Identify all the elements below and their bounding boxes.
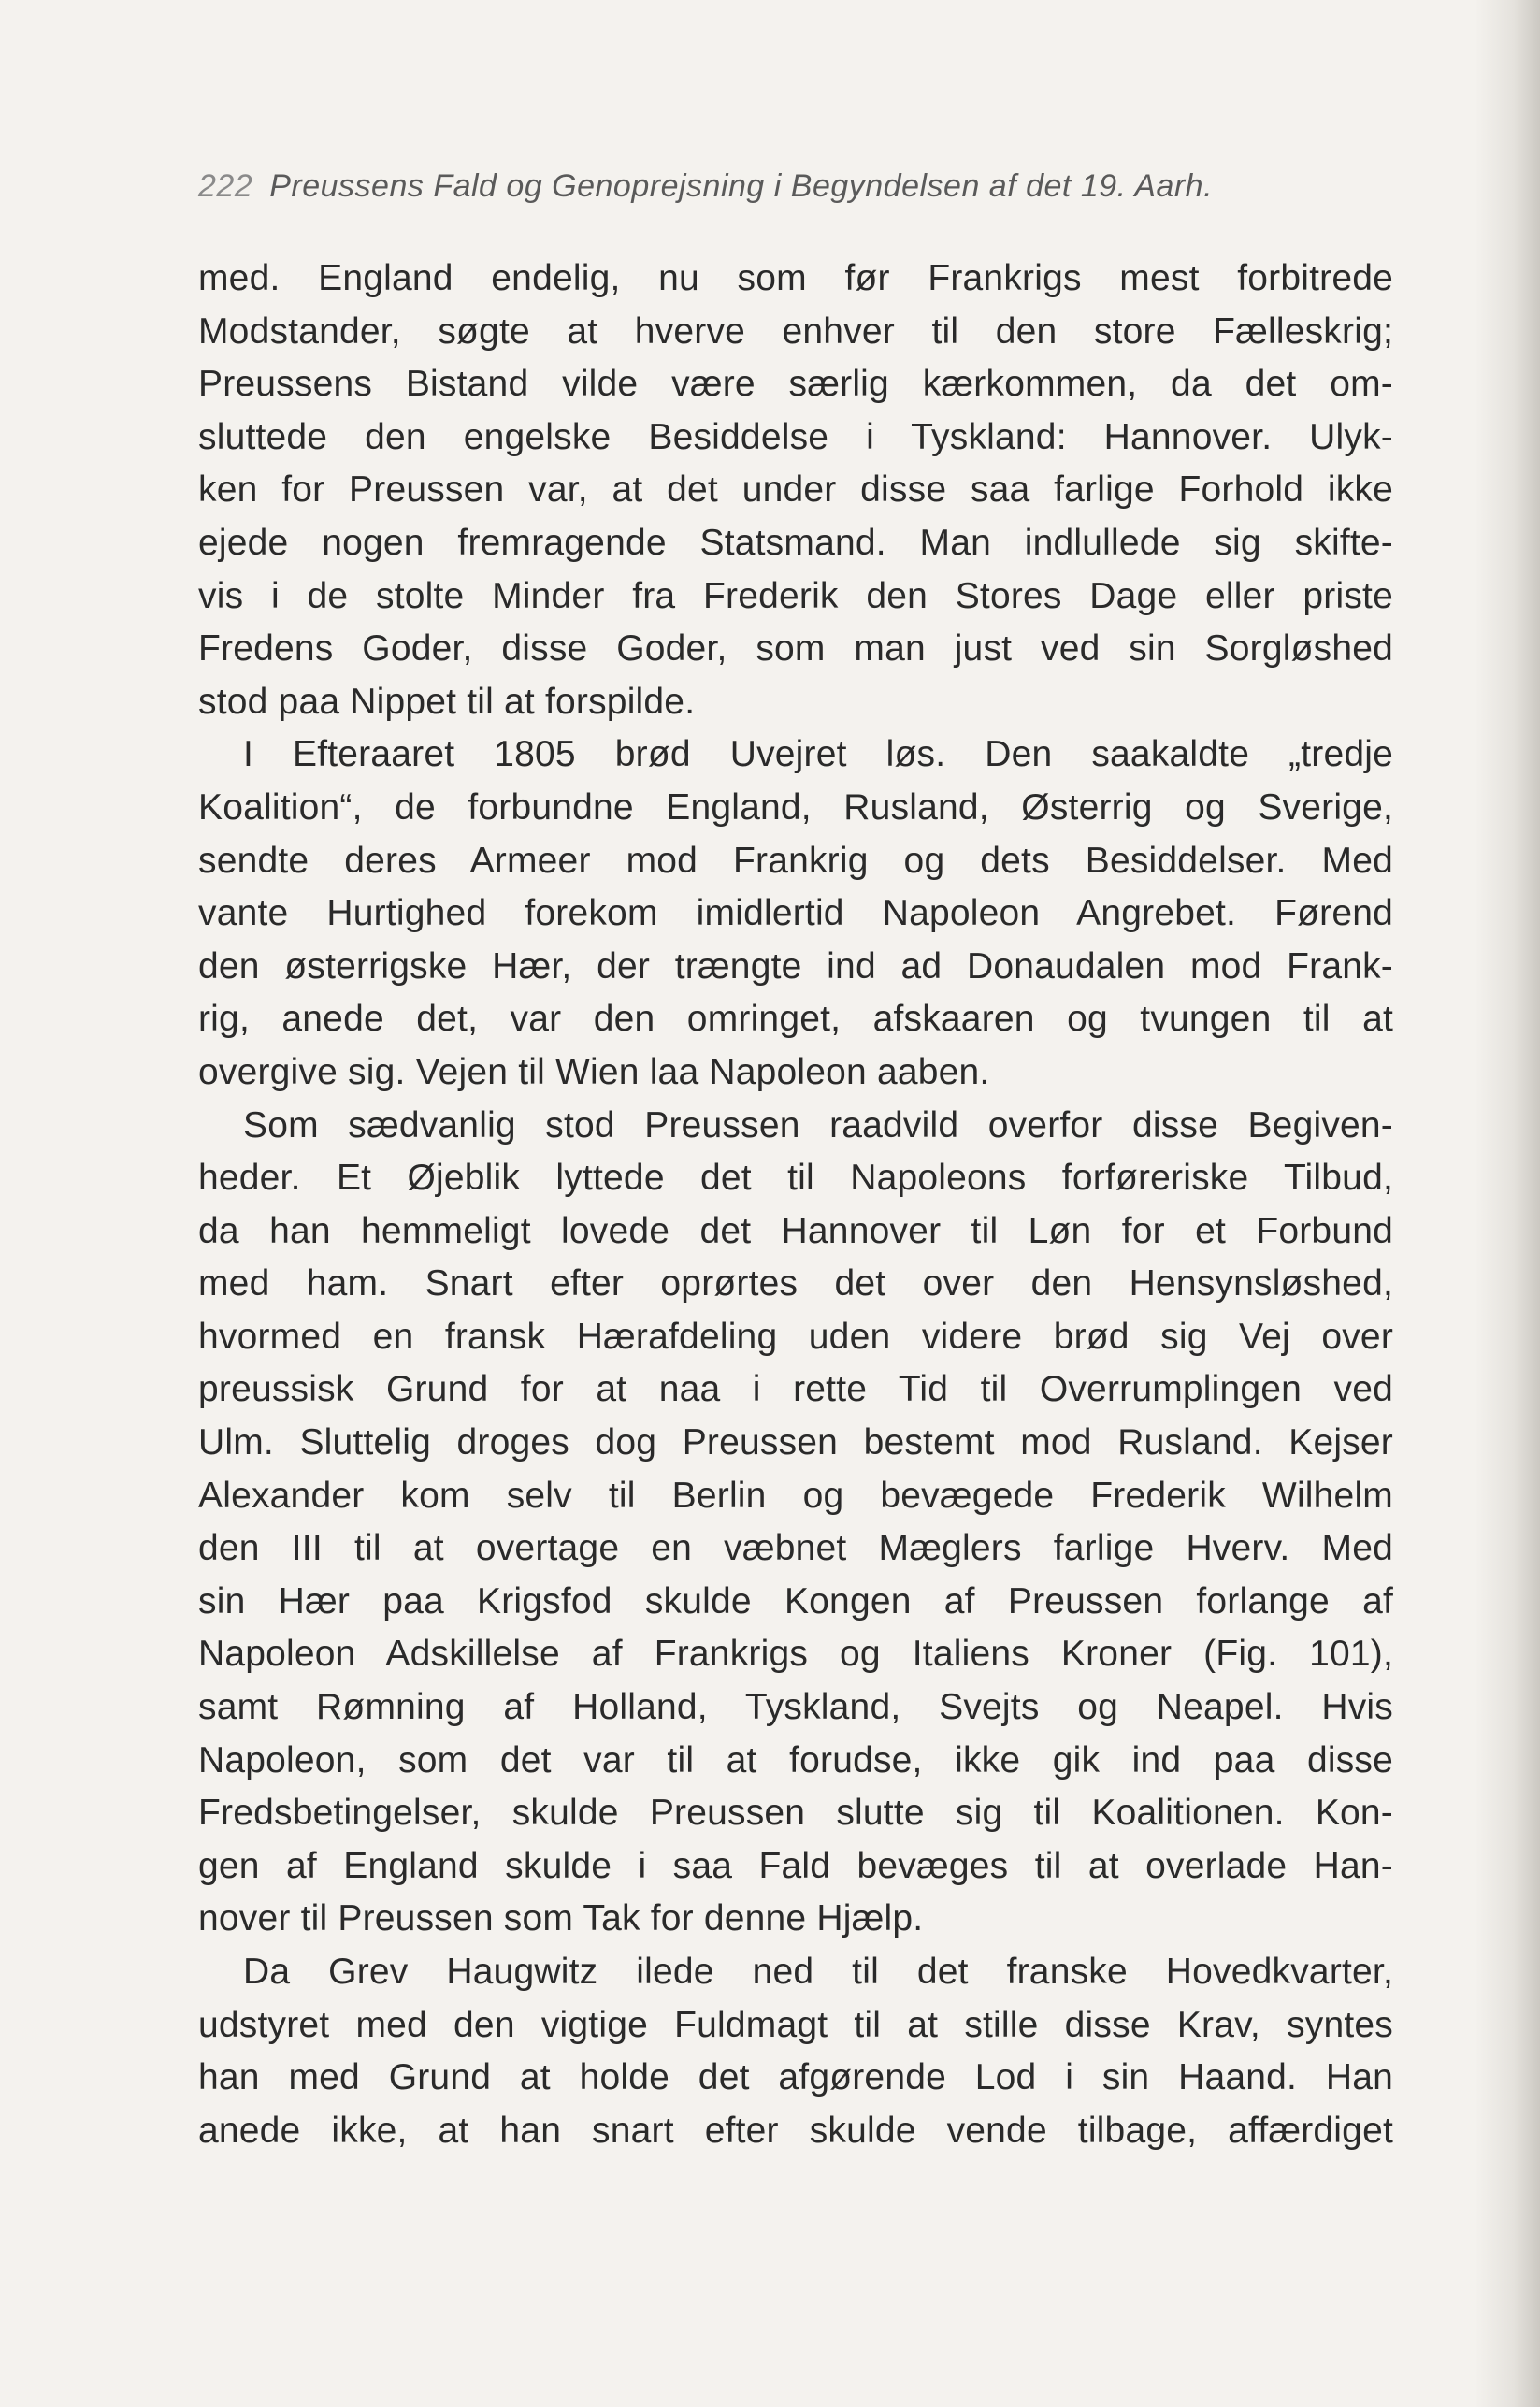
text-line: Alexander kom selv til Berlin og bevægede Frederik Wilhelm xyxy=(198,1475,1393,1516)
text-line: I Efteraaret 1805 brød Uvejret løs. Den saakaldte „tredje xyxy=(243,734,1393,775)
text-line: med ham. Snart efter oprørtes det over den Hensynsløshed, xyxy=(198,1263,1393,1304)
text-line: Preussens Bistand vilde være særlig kærkommen, da det om- xyxy=(198,364,1393,405)
text-line: udstyret med den vigtige Fuldmagt til at stille disse Krav, syntes xyxy=(198,2004,1393,2045)
text-line: den III til at overtage en væbnet Mæglers farlige Hverv. Med xyxy=(198,1528,1393,1569)
page-number: 222 xyxy=(198,168,253,204)
text-line: da han hemmeligt lovede det Hannover til Løn for et Forbund xyxy=(198,1210,1393,1251)
text-line: Da Grev Haugwitz ilede ned til det franske Hovedkvarter, xyxy=(243,1952,1393,1992)
text-line: Napoleon, som det var til at forudse, ikke gik ind paa disse xyxy=(198,1739,1393,1780)
text-line: rig, anede det, var den omringet, afskaaren og tvungen til at xyxy=(198,999,1393,1040)
text-line: Koalition“, de forbundne England, Rusland, Østerrig og Sverige, xyxy=(198,786,1393,828)
text-line: Ulm. Sluttelig droges dog Preussen bestemt mod Rusland. Kejser xyxy=(198,1422,1393,1463)
text-line: stod paa Nippet til at forspilde. xyxy=(198,681,696,722)
text-line: sendte deres Armeer mod Frankrig og dets Besiddelser. Med xyxy=(198,840,1393,881)
text-line: sin Hær paa Krigsfod skulde Kongen af Preussen forlange af xyxy=(198,1580,1393,1621)
text-line: den østerrigske Hær, der trængte ind ad Donaudalen mod Frank- xyxy=(198,945,1393,987)
text-line: Fredsbetingelser, skulde Preussen slutte sig til Koalitionen. Kon- xyxy=(198,1793,1393,1834)
text-line: overgive sig. Vejen til Wien laa Napoleon aaben. xyxy=(198,1051,990,1092)
text-line: Som sædvanlig stod Preussen raadvild overfor disse Begiven- xyxy=(243,1104,1393,1146)
running-header xyxy=(198,168,1395,205)
text-line: Napoleon Adskillelse af Frankrigs og Italiens Kroner (Fig. 101), xyxy=(198,1634,1393,1675)
text-line: heder. Et Øjeblik lyttede det til Napoleons forføreriske Tilbud, xyxy=(198,1158,1393,1199)
text-line: Modstander, søgte at hverve enhver til den store Fælleskrig; xyxy=(198,310,1393,352)
text-line: samt Rømning af Holland, Tyskland, Svejts og Neapel. Hvis xyxy=(198,1687,1393,1728)
text-line: vis i de stolte Minder fra Frederik den Stores Dage eller priste xyxy=(198,575,1393,616)
text-line: anede ikke, at han snart efter skulde vende tilbage, affærdiget xyxy=(198,2110,1393,2151)
text-line: vante Hurtighed forekom imidlertid Napoleon Angrebet. Førend xyxy=(198,893,1393,934)
text-line: med. England endelig, nu som før Frankrigs mest forbitrede xyxy=(198,258,1393,298)
text-line: hvormed en fransk Hærafdeling uden videre brød sig Vej over xyxy=(198,1316,1393,1357)
text-line: han med Grund at holde det afgørende Lod i sin Haand. Han xyxy=(198,2057,1393,2098)
page-edge-shadow xyxy=(1475,0,1540,2407)
text-line: sluttede den engelske Besiddelse i Tyskland: Hannover. Ulyk- xyxy=(198,416,1393,457)
text-line: gen af England skulde i saa Fald bevæges til at overlade Han- xyxy=(198,1845,1393,1886)
running-title: Preussens Fald og Genoprejsning i Begyndelsen af det 19. Aarh. xyxy=(269,168,1214,204)
text-line: Fredens Goder, disse Goder, som man just ved sin Sorgløshed xyxy=(198,628,1393,670)
body-text xyxy=(198,252,1393,2157)
text-line: nover til Preussen som Tak for denne Hjælp. xyxy=(198,1898,924,1939)
text-line: ken for Preussen var, at det under disse saa farlige Forhold ikke xyxy=(198,469,1393,511)
text-line: ejede nogen fremragende Statsmand. Man indlullede sig skifte- xyxy=(198,522,1393,563)
text-line: preussisk Grund for at naa i rette Tid til Overrumplingen ved xyxy=(198,1369,1393,1410)
